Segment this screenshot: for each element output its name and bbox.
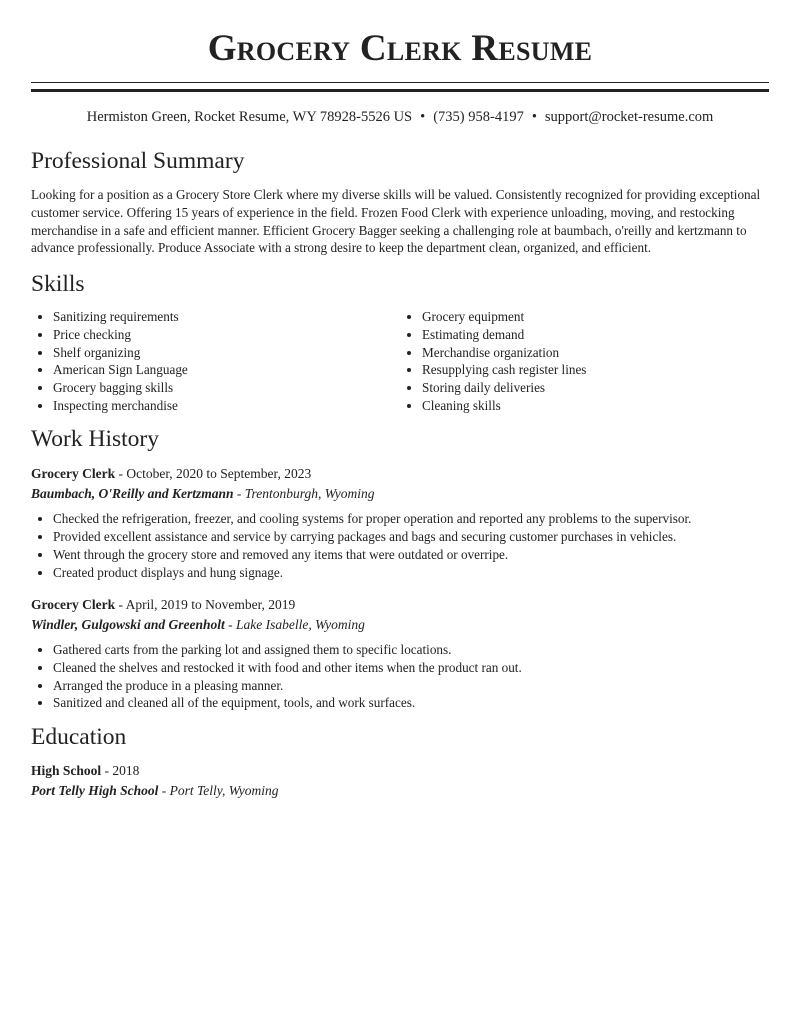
job-dates: - October, 2020 to September, 2023 — [115, 466, 312, 482]
job-bullet: • Provided excellent assistance and service by carrying packages and bags and securing customer purchases in vehicles. — [53, 528, 769, 546]
company-name: Baumbach, O'Reilly and Kertzmann — [31, 486, 234, 502]
education-degree-line — [31, 761, 769, 781]
contact-phone: (735) 958-4197 — [433, 109, 524, 125]
skills-list-right — [400, 308, 769, 414]
company-line — [31, 484, 769, 504]
skill-item: • Grocery equipment — [422, 308, 769, 326]
job-bullets — [31, 510, 769, 581]
job-entry — [31, 595, 769, 712]
title-divider — [31, 82, 769, 92]
summary-heading: Professional Summary — [31, 148, 245, 174]
job-bullet: • Sanitized and cleaned all of the equipment, tools, and work surfaces. — [53, 694, 769, 712]
company-location: - Trentonburgh, Wyoming — [233, 486, 375, 502]
skills-grid — [31, 308, 769, 414]
skill-item: • Estimating demand — [422, 326, 769, 344]
skills-heading: Skills — [31, 271, 85, 298]
school-name: Port Telly High School — [31, 783, 159, 799]
skill-item: • Shelf organizing — [53, 344, 400, 362]
skill-item: • Cleaning skills — [422, 397, 769, 415]
work-history-heading: Work History — [31, 426, 159, 453]
skills-list-left — [31, 308, 400, 414]
summary-text: Looking for a position as a Grocery Store Clerk where my diverse skills will be valued. Consistently recognized for providing exceptional customer service. Offering 15 years of experience in the field. Frozen Food Clerk with experience unloading, moving, and restocking merchandise in a safe and efficient manner. Efficient Grocery Bagger seeking a challenging role at baumbach, o'reilly and kertzmann to advance professionally. Produce Associate with a strong desire to keep the department clean, organized, and efficient. — [31, 187, 761, 256]
skill-item: • Sanitizing requirements — [53, 308, 400, 326]
job-entry — [31, 464, 769, 581]
job-title: Grocery Clerk — [31, 597, 116, 613]
job-title: Grocery Clerk — [31, 466, 116, 482]
job-bullet: • Checked the refrigeration, freezer, and cooling systems for proper operation and reported any problems to the supervisor. — [53, 510, 769, 528]
contact-address: Hermiston Green, Rocket Resume, WY 78928-5526 US — [86, 109, 413, 125]
company-name: Windler, Gulgowski and Greenholt — [31, 617, 225, 633]
job-dates: - April, 2019 to November, 2019 — [115, 597, 296, 613]
skill-item: • Storing daily deliveries — [422, 379, 769, 397]
education-heading: Education — [31, 724, 127, 751]
job-bullet: • Went through the grocery store and removed any items that were outdated or overripe. — [53, 546, 769, 564]
education-school-line — [31, 781, 769, 801]
job-bullet: • Gathered carts from the parking lot and assigned them to specific locations. — [53, 641, 769, 659]
job-bullets — [31, 641, 769, 712]
education-year: - 2018 — [101, 763, 140, 779]
school-location: - Port Telly, Wyoming — [158, 783, 279, 799]
job-bullet: • Created product displays and hung signage. — [53, 564, 769, 582]
job-title-line — [31, 464, 769, 484]
education-entry — [31, 761, 769, 801]
skill-item: • Merchandise organization — [422, 344, 769, 362]
skill-item: • Grocery bagging skills — [53, 379, 400, 397]
contact-email: support@rocket-resume.com — [544, 109, 714, 125]
contact-separator: • — [420, 109, 426, 125]
resume-title: Grocery Clerk Resume — [207, 28, 593, 69]
company-location: - Lake Isabelle, Wyoming — [224, 617, 365, 633]
skill-item: • Inspecting merchandise — [53, 397, 400, 415]
job-title-line — [31, 595, 769, 615]
job-bullet: • Arranged the produce in a pleasing manner. — [53, 677, 769, 695]
education-degree: High School — [31, 763, 102, 779]
skill-item: • Resupplying cash register lines — [422, 361, 769, 379]
company-line — [31, 615, 769, 635]
contact-separator: • — [531, 109, 537, 125]
job-bullet: • Cleaned the shelves and restocked it with food and other items when the product ran out. — [53, 659, 769, 677]
skill-item: • American Sign Language — [53, 361, 400, 379]
contact-line — [31, 106, 769, 128]
skill-item: • Price checking — [53, 326, 400, 344]
